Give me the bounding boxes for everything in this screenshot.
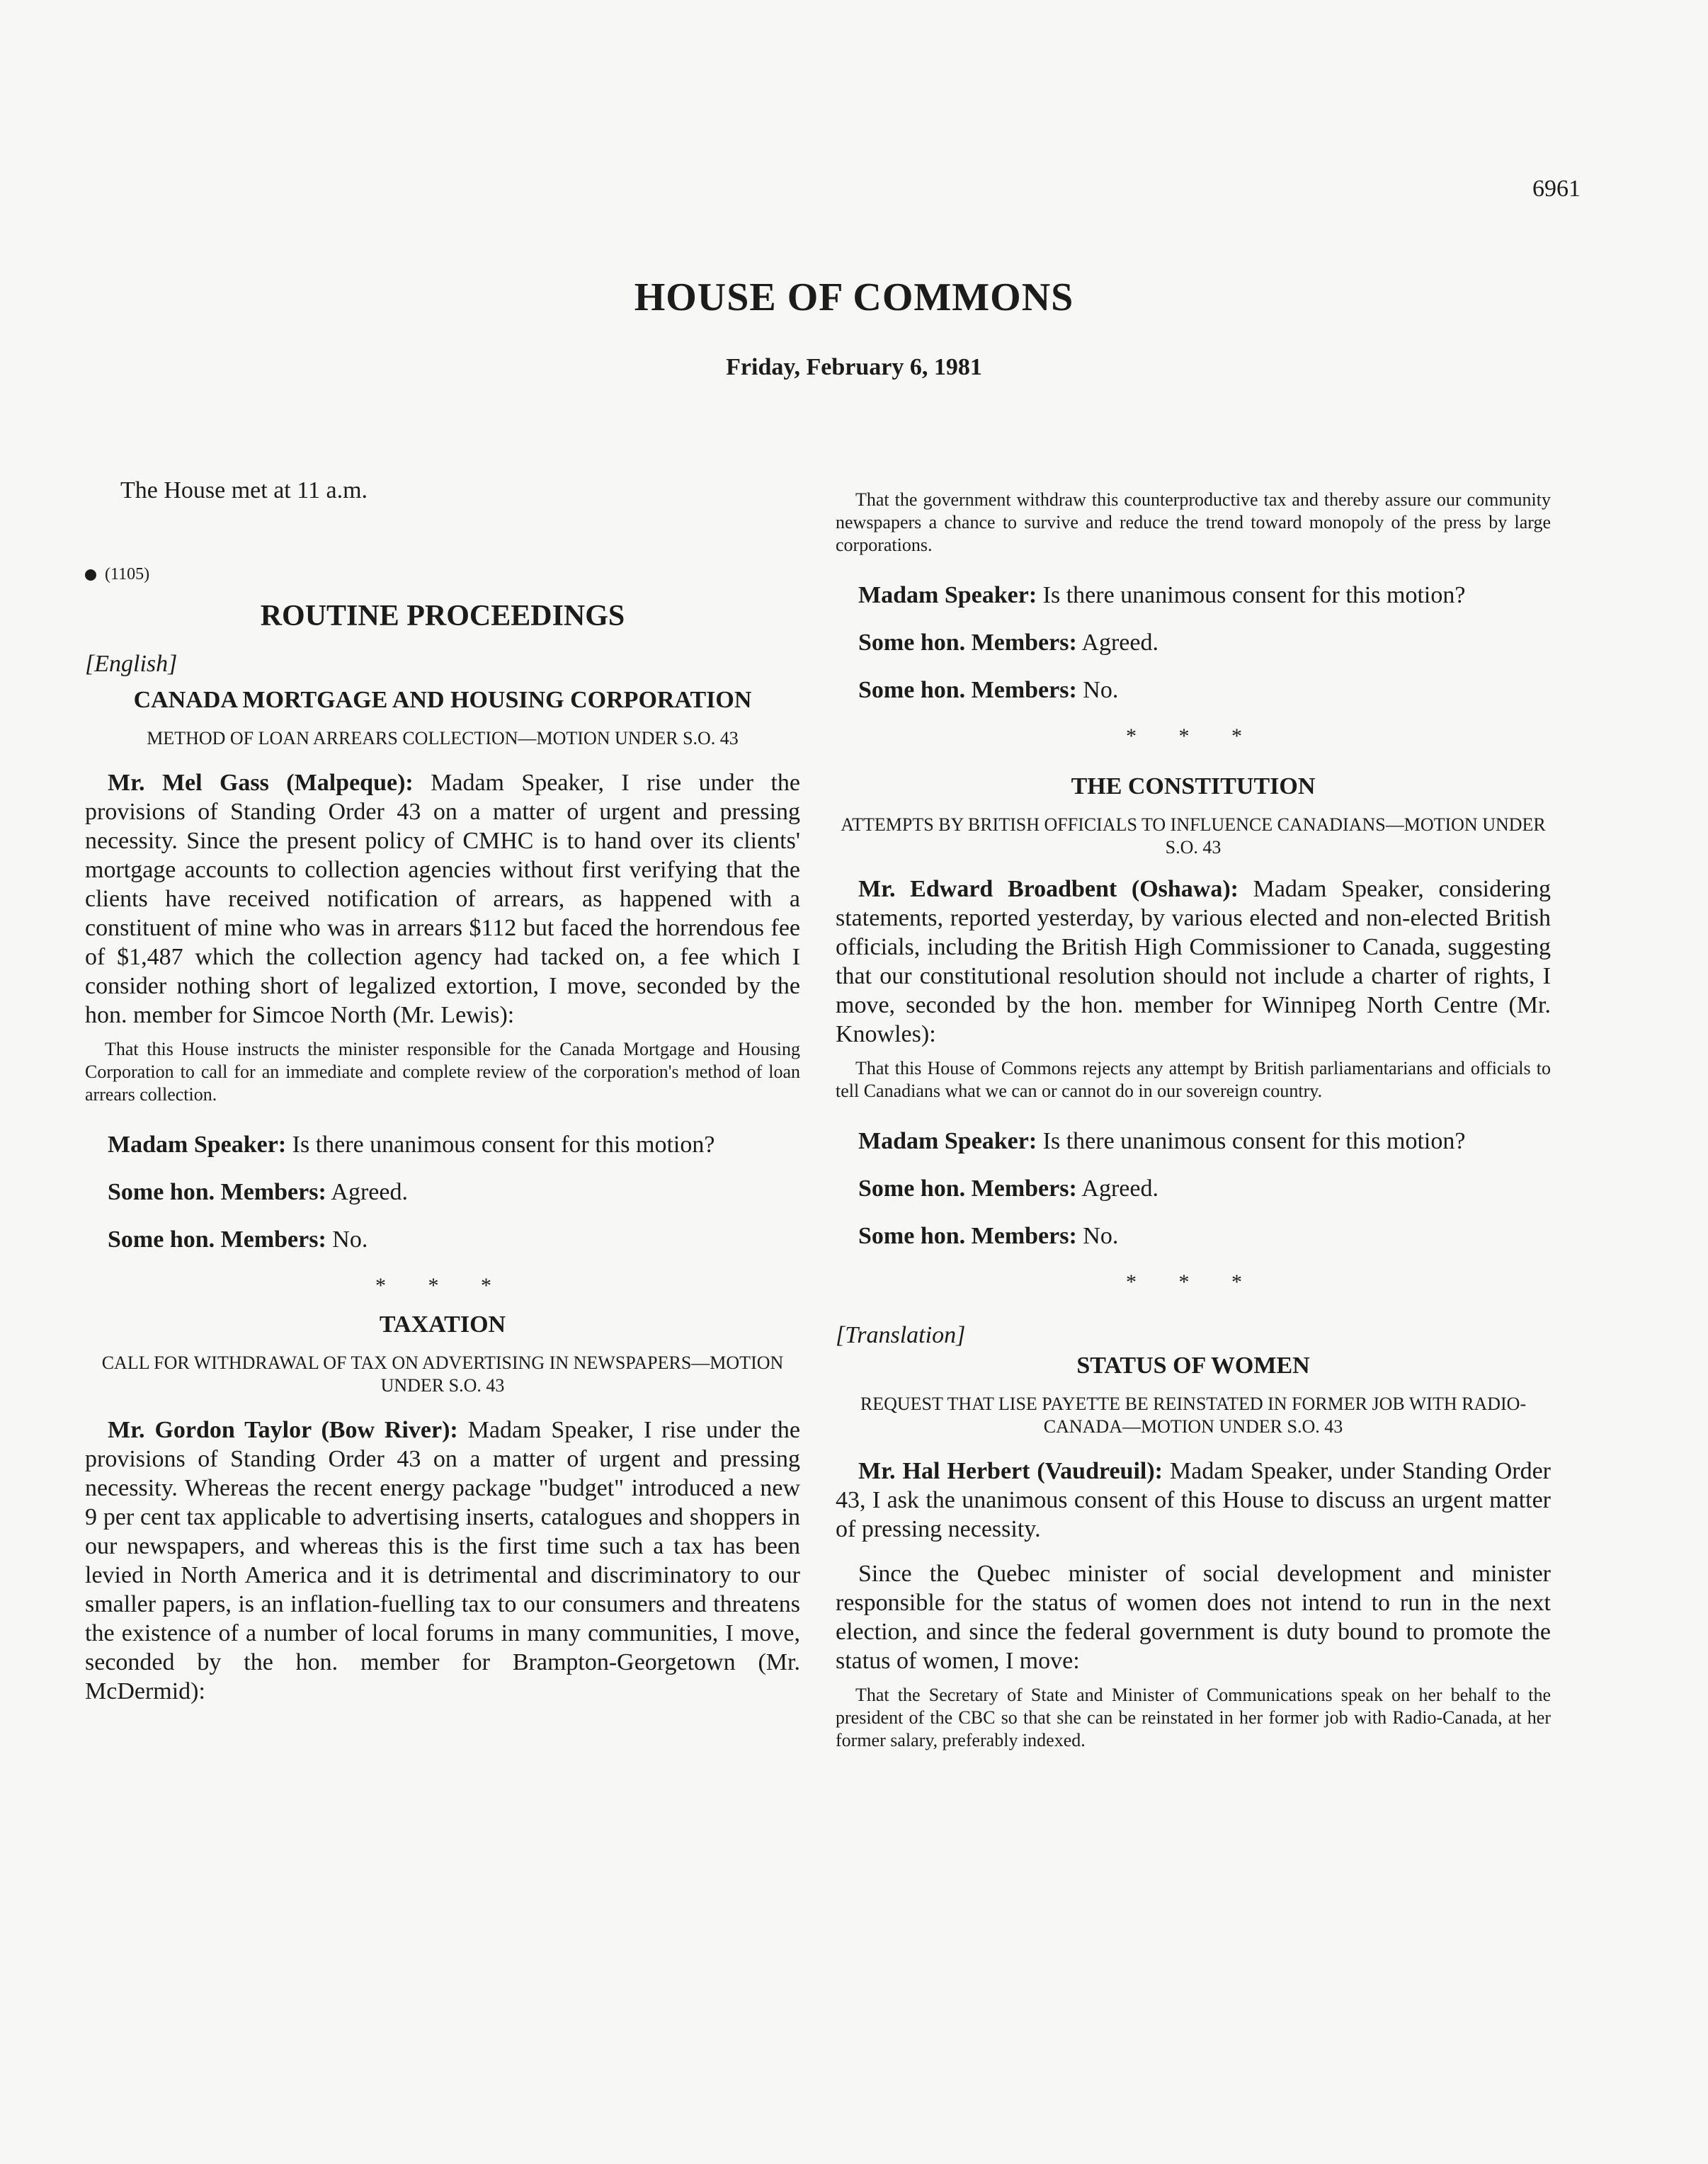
herbert-text: Madam Speaker, under Standing Order 43, I ask the unanimous consent of this House to discuss an urgent matter of pressing necessity. bbox=[836, 1458, 1551, 1542]
taylor-paragraph bbox=[85, 1416, 800, 1706]
members3-agreed bbox=[836, 1174, 1551, 1203]
herbert-motion: That the Secretary of State and Minister of Communications speak on her behalf to the president of the CBC so that she can be reinstated in her former job with Radio-Canada, at her former salary, preferably indexed. bbox=[836, 1685, 1551, 1750]
members3-agreed-name: Some hon. Members: bbox=[858, 1175, 1077, 1202]
stars-divider: * * * bbox=[1126, 724, 1260, 748]
members1-agreed-name: Some hon. Members: bbox=[108, 1179, 326, 1205]
members3-no-name: Some hon. Members: bbox=[858, 1223, 1077, 1249]
broadbent-motion: That this House of Commons rejects any attempt by British parliamentarians and officials to tell Canadians what we can or cannot do in our sovereign country. bbox=[836, 1058, 1551, 1101]
page-title: HOUSE OF COMMONS bbox=[634, 275, 1074, 319]
members2-no-text: No. bbox=[1076, 677, 1119, 703]
broadbent-text: Madam Speaker, considering statements, reported yesterday, by various elected and non-elected British officials, including the British High Commissioner to Canada, suggesting that our constitutional resolution should not include a charter of rights, I move, seconded by the hon. member for Winnipeg North Centre (Mr. Knowles): bbox=[836, 876, 1551, 1047]
constitution-subhead: ATTEMPTS BY BRITISH OFFICIALS TO INFLUENCE CANADIANS—MOTION UNDER S.O. 43 bbox=[841, 814, 1546, 858]
herbert-speaker: Mr. Hal Herbert (Vaudreuil): bbox=[858, 1458, 1163, 1484]
speaker2-paragraph bbox=[836, 581, 1551, 610]
women-heading: STATUS OF WOMEN bbox=[1076, 1352, 1310, 1379]
speaker3-paragraph bbox=[836, 1127, 1551, 1156]
taxation-heading: TAXATION bbox=[379, 1311, 506, 1338]
members2-agreed-text: Agreed. bbox=[1076, 630, 1158, 656]
lang-english: [English] bbox=[85, 651, 178, 677]
members2-no-name: Some hon. Members: bbox=[858, 677, 1077, 703]
routine-heading: ROUTINE PROCEEDINGS bbox=[260, 600, 625, 632]
date-line: Friday, February 6, 1981 bbox=[726, 354, 982, 380]
gass-speaker: Mr. Mel Gass (Malpeque): bbox=[108, 770, 414, 796]
members2-agreed bbox=[836, 628, 1551, 657]
gass-motion: That this House instructs the minister responsible for the Canada Mortgage and Housing Corporation to call for an immediate and complete review of the corporation's method of loan arrears collection. bbox=[85, 1039, 800, 1105]
speaker3-text: Is there unanimous consent for this motion? bbox=[1037, 1128, 1466, 1154]
speaker1-paragraph bbox=[85, 1130, 800, 1159]
herbert-paragraph bbox=[836, 1457, 1551, 1544]
time-stamp-text: (1105) bbox=[105, 565, 150, 583]
gass-text: Madam Speaker, I rise under the provisions of Standing Order 43 on a matter of urgent and pressing necessity. Since the present policy of CMHC is to hand over its clients' mortgage accounts to collection agencies without first verifying that the clients have received notification of arrears, as happened with a constituent of mine who was in arrears $112 but faced the horrendous fee of $1,487 which the collection agency had tacked on, a fee which I consider nothing short of legalized extortion, I move, seconded by the hon. member for Simcoe North (Mr. Lewis): bbox=[85, 770, 800, 1028]
broadbent-speaker: Mr. Edward Broadbent (Oshawa): bbox=[858, 876, 1239, 902]
members1-agreed bbox=[85, 1178, 800, 1207]
house-met: The House met at 11 a.m. bbox=[120, 477, 368, 503]
lang-translation: [Translation] bbox=[836, 1322, 966, 1348]
gass-paragraph bbox=[85, 768, 800, 1030]
women-subhead: REQUEST THAT LISE PAYETTE BE REINSTATED IN FORMER JOB WITH RADIO-CANADA—MOTION UNDER S.O. 43 bbox=[860, 1394, 1527, 1437]
herbert-paragraph-2: Since the Quebec minister of social development and minister responsible for the status of women does not intend to run in the next election, and since the federal government is duty bound to promote the status of women, I move: bbox=[836, 1561, 1551, 1674]
bullet-icon bbox=[85, 569, 96, 581]
taylor-text: Madam Speaker, I rise under the provisions of Standing Order 43 on a matter of urgent and pressing necessity. Whereas the recent energy package "budget" introduced a new 9 per cent tax applicable to advertising inserts, catalogues and shoppers in our newspapers, and whereas this is the first time such a tax has been levied in North America and it is detrimental and discriminatory to our smaller papers, is an inflation-fuelling tax to our consumers and threatens the existence of a number of local forums in many communities, I move, seconded by the hon. member for Brampton-Georgetown (Mr. McDermid): bbox=[85, 1417, 800, 1704]
members1-no-text: No. bbox=[326, 1226, 368, 1253]
speaker1-text: Is there unanimous consent for this motion? bbox=[286, 1132, 715, 1158]
members1-no bbox=[85, 1225, 800, 1254]
members2-no bbox=[836, 676, 1551, 705]
speaker3-name: Madam Speaker: bbox=[858, 1128, 1037, 1154]
taxation-subhead: CALL FOR WITHDRAWAL OF TAX ON ADVERTISING IN NEWSPAPERS—MOTION UNDER S.O. 43 bbox=[101, 1352, 784, 1396]
constitution-heading: THE CONSTITUTION bbox=[1071, 773, 1316, 799]
members3-agreed-text: Agreed. bbox=[1076, 1175, 1158, 1202]
speaker1-name: Madam Speaker: bbox=[108, 1132, 287, 1158]
cmhc-subhead: METHOD OF LOAN ARREARS COLLECTION—MOTION UNDER S.O. 43 bbox=[147, 728, 739, 748]
cmhc-heading: CANADA MORTGAGE AND HOUSING CORPORATION bbox=[133, 687, 752, 713]
taylor-motion: That the government withdraw this counterproductive tax and thereby assure our community newspapers a chance to survive and reduce the trend toward monopoly of the press by large corporations. bbox=[836, 489, 1551, 555]
right-column bbox=[836, 489, 1551, 1752]
speaker2-name: Madam Speaker: bbox=[858, 582, 1037, 608]
stars-divider: * * * bbox=[1126, 1270, 1260, 1294]
left-column bbox=[85, 476, 800, 1706]
time-stamp bbox=[85, 560, 800, 589]
members1-agreed-text: Agreed. bbox=[326, 1179, 408, 1205]
members3-no bbox=[836, 1221, 1551, 1251]
page-number: 6961 bbox=[1532, 176, 1581, 202]
members3-no-text: No. bbox=[1076, 1223, 1119, 1249]
speaker2-text: Is there unanimous consent for this motion? bbox=[1037, 582, 1466, 608]
members1-no-name: Some hon. Members: bbox=[108, 1226, 326, 1253]
members2-agreed-name: Some hon. Members: bbox=[858, 630, 1077, 656]
taylor-speaker: Mr. Gordon Taylor (Bow River): bbox=[108, 1417, 458, 1443]
broadbent-paragraph bbox=[836, 875, 1551, 1049]
stars-divider: * * * bbox=[375, 1274, 510, 1297]
